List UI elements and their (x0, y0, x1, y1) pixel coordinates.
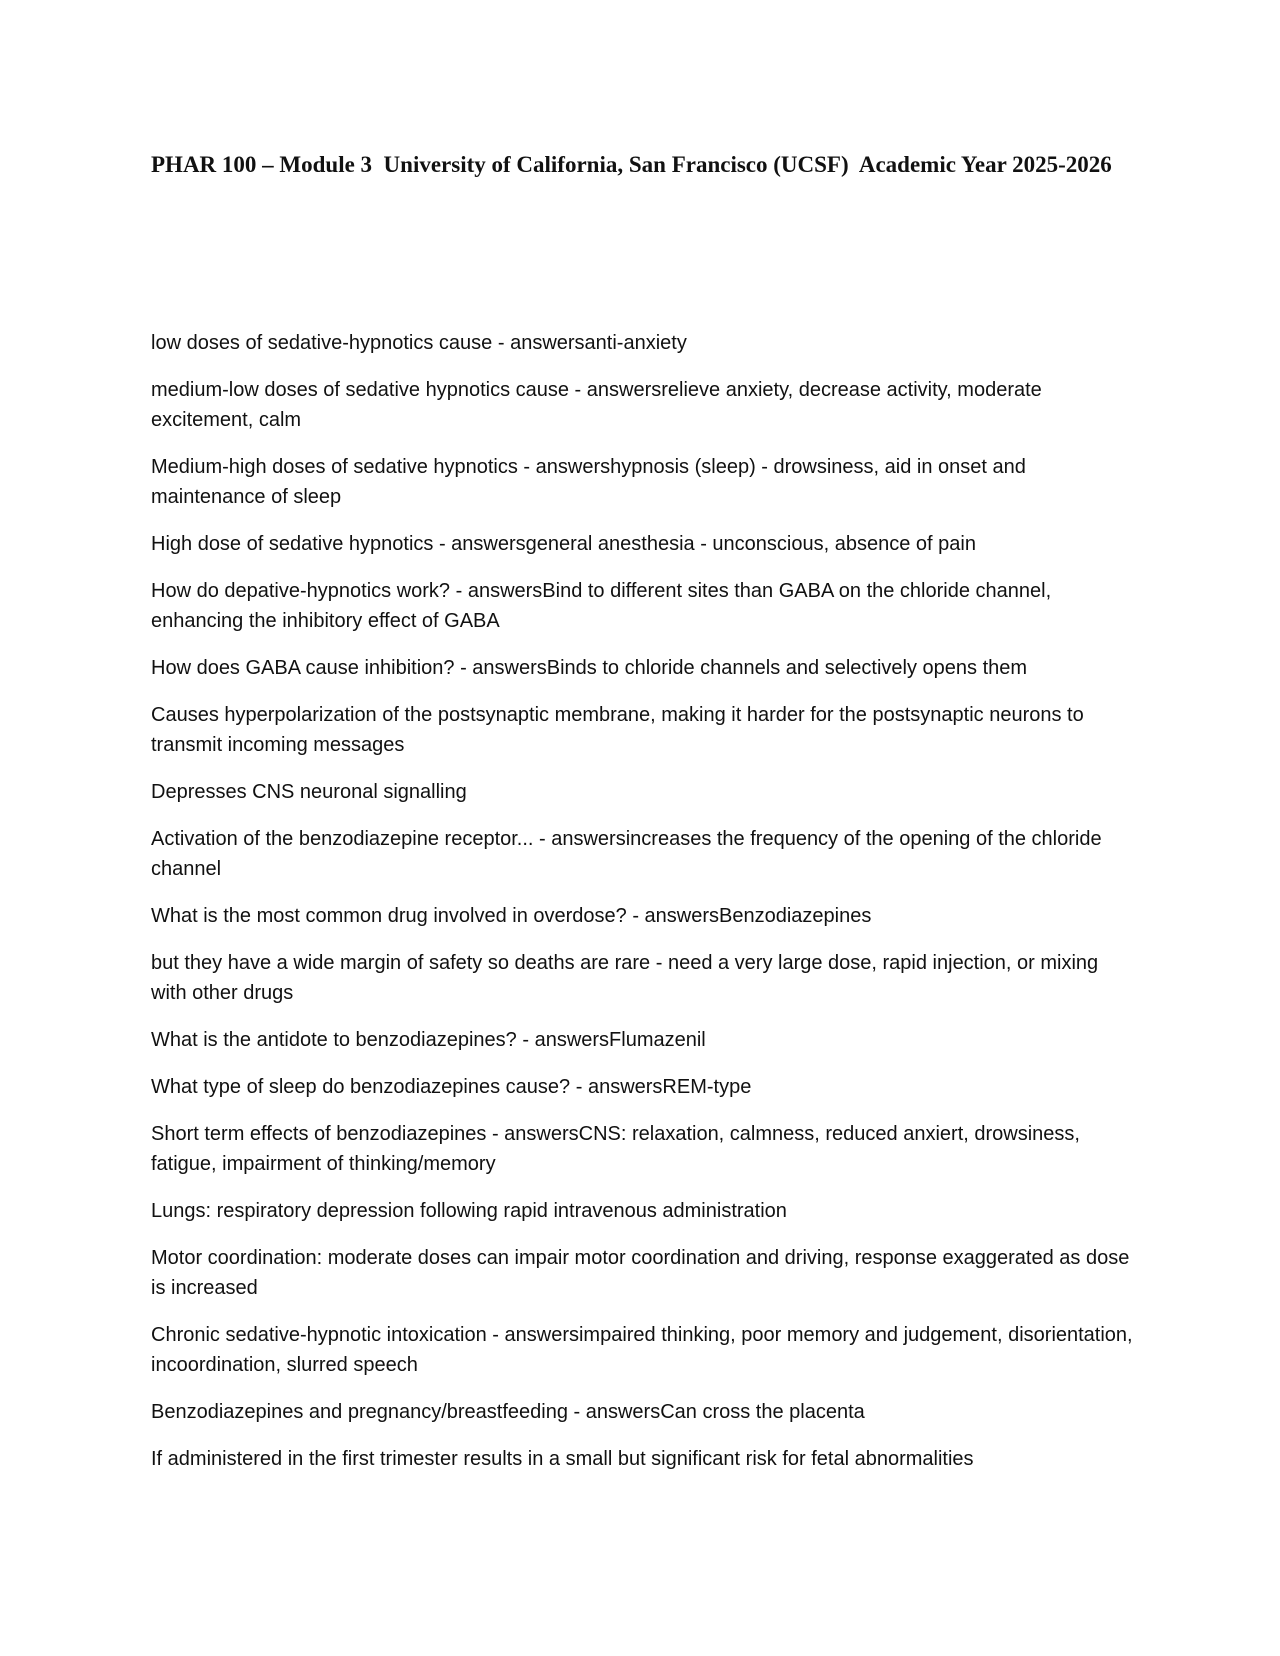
qa-entry: Short term effects of benzodiazepines - answersCNS: relaxation, calmness, reduced anxiert, drowsiness, fatigue, impairment of thinking/memory (151, 1123, 1086, 1175)
qa-list (151, 328, 1139, 1491)
qa-entry: medium-low doses of sedative hypnotics cause - answersrelieve anxiety, decrease activity, moderate excitement, calm (151, 379, 1048, 431)
qa-entry: Depresses CNS neuronal signalling (151, 781, 467, 803)
qa-entry: low doses of sedative-hypnotics cause - answersanti-anxiety (151, 332, 687, 354)
document-title: PHAR 100 – Module 3 University of California, San Francisco (UCSF) Academic Year 2025-2026 (151, 152, 1112, 177)
qa-entry: What is the antidote to benzodiazepines? - answersFlumazenil (151, 1029, 706, 1051)
qa-entry: How do depative-hypnotics work? - answersBind to different sites than GABA on the chloride channel, enhancing the inhibitory effect of GABA (151, 580, 1057, 632)
qa-entry: Chronic sedative-hypnotic intoxication - answersimpaired thinking, poor memory and judgement, disorientation, incoordination, slurred speech (151, 1324, 1139, 1376)
qa-entry: How does GABA cause inhibition? - answersBinds to chloride channels and selectively opens them (151, 657, 1028, 679)
qa-entry: Activation of the benzodiazepine receptor... - answersincreases the frequency of the opening of the chloride channel (151, 828, 1108, 880)
qa-entry: Benzodiazepines and pregnancy/breastfeeding - answersCan cross the placenta (151, 1401, 865, 1423)
qa-entry: High dose of sedative hypnotics - answersgeneral anesthesia - unconscious, absence of pain (151, 533, 976, 555)
qa-entry: Causes hyperpolarization of the postsynaptic membrane, making it harder for the postsynaptic neurons to transmit incoming messages (151, 704, 1090, 756)
qa-entry: Motor coordination: moderate doses can impair motor coordination and driving, response exaggerated as dose is increased (151, 1247, 1135, 1299)
qa-entry: If administered in the first trimester results in a small but significant risk for fetal abnormalities (151, 1448, 974, 1470)
qa-entry: What is the most common drug involved in overdose? - answersBenzodiazepines (151, 905, 872, 927)
qa-entry: Medium-high doses of sedative hypnotics - answershypnosis (sleep) - drowsiness, aid in onset and maintenance of sleep (151, 456, 1032, 508)
qa-entry: What type of sleep do benzodiazepines cause? - answersREM-type (151, 1076, 752, 1098)
qa-entry: but they have a wide margin of safety so deaths are rare - need a very large dose, rapid injection, or mixing with other drugs (151, 952, 1104, 1004)
qa-entry: Lungs: respiratory depression following rapid intravenous administration (151, 1200, 787, 1222)
